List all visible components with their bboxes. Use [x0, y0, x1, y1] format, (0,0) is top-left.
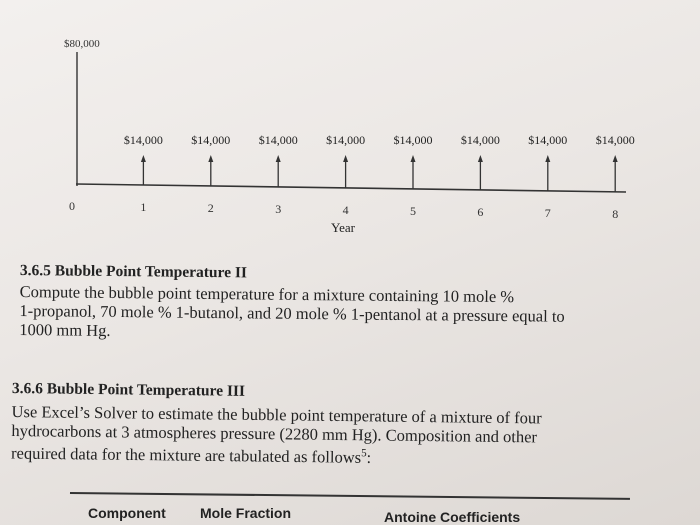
annual-arrow-head [478, 155, 483, 162]
annual-cash-label: $14,000 [595, 133, 635, 147]
paragraph-line: 1-propanol, 70 mole % 1-butanol, and 20 mole % 1-pentanol at a pressure equal to [19, 300, 565, 326]
cash-flow-diagram [0, 0, 700, 245]
annual-arrow-head [411, 155, 416, 162]
annual-cash-label: $14,000 [191, 133, 231, 147]
annual-cash-label: $14,000 [393, 133, 433, 147]
table-top-rule [70, 492, 630, 499]
time-axis [76, 184, 626, 192]
annual-cash-label: $14,000 [258, 133, 298, 147]
annual-cash-label: $14,000 [326, 133, 366, 147]
annual-cash-label: $14,000 [123, 133, 163, 147]
section-heading: 3.6.6 Bubble Point Temperature III [11, 380, 246, 400]
year-tick-label: 2 [207, 201, 214, 215]
year-tick-label: 6 [477, 205, 484, 219]
year-tick-label: 5 [410, 204, 416, 218]
annual-cash-label: $14,000 [528, 133, 568, 147]
table-header-component: Component [88, 505, 166, 521]
section-bubble-point-ii [19, 262, 686, 346]
section-heading: 3.6.5 Bubble Point Temperature II [19, 262, 248, 282]
annual-arrow-head [545, 155, 550, 162]
annual-arrow-head [613, 155, 618, 162]
annual-arrow-head [276, 155, 281, 162]
annual-cash-label: $14,000 [460, 133, 500, 147]
paragraph-suffix: : [366, 447, 372, 467]
year-tick-label: 3 [275, 202, 282, 216]
paragraph-line: Use Excel’s Solver to estimate the bubble point temperature of a mixture of four [11, 401, 542, 428]
year-tick-label: 1 [140, 200, 147, 214]
paragraph-line: Compute the bubble point temperature for a mixture containing 10 mole % [19, 281, 515, 307]
table-header-mole-fraction: Mole Fraction [200, 505, 292, 521]
annual-arrow-head [208, 155, 213, 162]
paragraph-line-text: required data for the mixture are tabulated as follows [10, 443, 362, 467]
section-paragraph [11, 402, 686, 471]
annual-arrow-head [343, 155, 348, 162]
year-tick-label: 7 [544, 206, 551, 220]
annual-arrow-head [141, 155, 146, 162]
table-header-antoine: Antoine Coefficients [384, 509, 521, 525]
section-bubble-point-iii [11, 380, 686, 471]
footnote-marker: 5 [361, 447, 367, 460]
initial-cash-label: $80,000 [64, 38, 100, 50]
year-tick-label: 4 [342, 203, 349, 217]
section-paragraph [19, 282, 686, 346]
paragraph-line: 1000 mm Hg. [19, 319, 111, 340]
cash-flow-arrows [0, 0, 700, 245]
year-tick-label: 0 [69, 199, 75, 213]
year-tick-label: 8 [612, 207, 619, 221]
paragraph-line: hydrocarbons at 3 atmospheres pressure (2280 mm Hg). Composition and other [11, 420, 538, 447]
axis-title: Year [331, 220, 355, 235]
